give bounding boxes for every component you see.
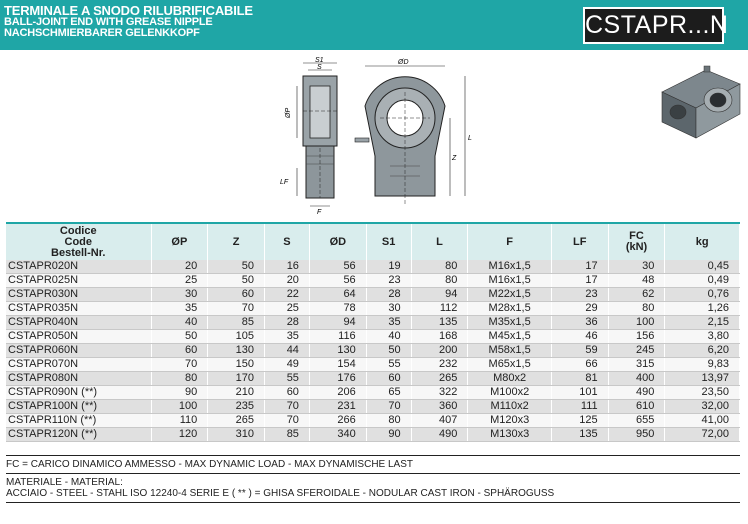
cell-code: CSTAPR090N (**) [6, 386, 151, 400]
cell-z: 310 [208, 428, 265, 442]
label-l: L [468, 135, 472, 142]
cell-code: CSTAPR025N [6, 274, 151, 288]
header-codice-en: Code [64, 235, 92, 248]
cell-kg: 6,20 [665, 344, 740, 358]
cell-p: 25 [151, 274, 208, 288]
table-row [6, 260, 740, 274]
cell-z: 210 [208, 386, 265, 400]
header-fc-label: FC [629, 230, 644, 242]
cell-s1: 80 [366, 414, 411, 428]
cell-z: 85 [208, 316, 265, 330]
cell-kg: 2,15 [665, 316, 740, 330]
table-row [6, 330, 740, 344]
cell-code: CSTAPR040N [6, 316, 151, 330]
cell-kg: 32,00 [665, 400, 740, 414]
cell-s: 70 [265, 414, 310, 428]
cell-z: 265 [208, 414, 265, 428]
cell-fc: 950 [608, 428, 665, 442]
cell-d: 340 [309, 428, 366, 442]
cell-lf: 46 [551, 330, 608, 344]
cell-code: CSTAPR030N [6, 288, 151, 302]
cell-s: 44 [265, 344, 310, 358]
cell-l: 200 [411, 344, 468, 358]
cell-fc: 245 [608, 344, 665, 358]
header-lf: LF [551, 224, 608, 260]
cell-kg: 1,26 [665, 302, 740, 316]
cell-z: 130 [208, 344, 265, 358]
cell-p: 110 [151, 414, 208, 428]
cell-s: 20 [265, 274, 310, 288]
cell-lf: 101 [551, 386, 608, 400]
cell-d: 176 [309, 372, 366, 386]
cell-lf: 17 [551, 274, 608, 288]
cell-s: 16 [265, 260, 310, 274]
material-text: ACCIAIO - STEEL - STAHL ISO 12240-4 SERIE E ( ** ) = GHISA SFEROIDALE - NODULAR CAST IRON - SPHÄROGUSS [6, 488, 740, 503]
cell-s1: 30 [366, 302, 411, 316]
cell-fc: 156 [608, 330, 665, 344]
cell-s: 49 [265, 358, 310, 372]
cell-s1: 65 [366, 386, 411, 400]
notes-section [6, 455, 740, 503]
cell-l: 135 [411, 316, 468, 330]
cell-d: 56 [309, 274, 366, 288]
cell-kg: 23,50 [665, 386, 740, 400]
header-fc [608, 224, 665, 260]
cell-lf: 135 [551, 428, 608, 442]
cell-lf: 29 [551, 302, 608, 316]
cell-p: 20 [151, 260, 208, 274]
label-f: F [317, 209, 322, 216]
cell-f: M120x3 [468, 414, 552, 428]
cell-lf: 23 [551, 288, 608, 302]
label-s: S [317, 64, 322, 71]
cell-f: M65x1,5 [468, 358, 552, 372]
cell-lf: 36 [551, 316, 608, 330]
cell-kg: 3,80 [665, 330, 740, 344]
product-image [658, 62, 742, 142]
header-codice-de: Bestell-Nr. [51, 246, 106, 259]
cell-s1: 90 [366, 428, 411, 442]
header-banner [0, 0, 748, 50]
cell-code: CSTAPR100N (**) [6, 400, 151, 414]
label-d: ØD [398, 59, 409, 66]
cell-s1: 70 [366, 400, 411, 414]
cell-p: 70 [151, 358, 208, 372]
header-s: S [265, 224, 310, 260]
header-fc-unit: (kN) [625, 241, 648, 253]
cell-s1: 50 [366, 344, 411, 358]
table-row [6, 428, 740, 442]
label-z: Z [452, 155, 457, 162]
cell-f: M45x1,5 [468, 330, 552, 344]
cell-lf: 66 [551, 358, 608, 372]
table-row [6, 344, 740, 358]
header-s1: S1 [366, 224, 411, 260]
cell-s1: 60 [366, 372, 411, 386]
cell-s: 35 [265, 330, 310, 344]
cell-fc: 315 [608, 358, 665, 372]
cell-f: M80x2 [468, 372, 552, 386]
cell-p: 120 [151, 428, 208, 442]
table-row [6, 274, 740, 288]
cell-lf: 17 [551, 260, 608, 274]
front-view [355, 59, 472, 206]
cell-d: 56 [309, 260, 366, 274]
cell-kg: 0,76 [665, 288, 740, 302]
cell-p: 50 [151, 330, 208, 344]
cell-z: 235 [208, 400, 265, 414]
header-titles [4, 4, 253, 39]
cell-d: 154 [309, 358, 366, 372]
cell-s: 55 [265, 372, 310, 386]
cell-kg: 0,49 [665, 274, 740, 288]
cell-p: 35 [151, 302, 208, 316]
cell-d: 130 [309, 344, 366, 358]
side-view [280, 57, 337, 216]
header-d: ØD [309, 224, 366, 260]
cell-fc: 655 [608, 414, 665, 428]
cell-p: 80 [151, 372, 208, 386]
cell-l: 322 [411, 386, 468, 400]
cell-l: 232 [411, 358, 468, 372]
cell-fc: 48 [608, 274, 665, 288]
cell-d: 206 [309, 386, 366, 400]
cell-lf: 59 [551, 344, 608, 358]
cell-lf: 125 [551, 414, 608, 428]
cell-lf: 81 [551, 372, 608, 386]
cell-z: 170 [208, 372, 265, 386]
label-lf: LF [280, 179, 289, 186]
cell-l: 94 [411, 288, 468, 302]
cell-lf: 111 [551, 400, 608, 414]
header-f: F [468, 224, 552, 260]
title-german: NACHSCHMIERBARER GELENKKOPF [4, 27, 200, 39]
table-row [6, 288, 740, 302]
cell-l: 265 [411, 372, 468, 386]
table-row [6, 400, 740, 414]
header-p: ØP [151, 224, 208, 260]
cell-f: M100x2 [468, 386, 552, 400]
cell-l: 360 [411, 400, 468, 414]
cell-p: 30 [151, 288, 208, 302]
cell-p: 40 [151, 316, 208, 330]
cell-z: 50 [208, 274, 265, 288]
cell-code: CSTAPR070N [6, 358, 151, 372]
cell-kg: 13,97 [665, 372, 740, 386]
cell-f: M28x1,5 [468, 302, 552, 316]
cell-code: CSTAPR080N [6, 372, 151, 386]
cell-z: 50 [208, 260, 265, 274]
table-row [6, 372, 740, 386]
cell-l: 80 [411, 274, 468, 288]
table-body [6, 260, 740, 442]
cell-fc: 400 [608, 372, 665, 386]
cell-s: 70 [265, 400, 310, 414]
cell-z: 150 [208, 358, 265, 372]
cell-kg: 72,00 [665, 428, 740, 442]
fc-note: FC = CARICO DINAMICO AMMESSO - MAX DYNAMIC LOAD - MAX DYNAMISCHE LAST [6, 455, 740, 474]
header-codice [6, 224, 151, 260]
header-l: L [411, 224, 468, 260]
cell-kg: 9,83 [665, 358, 740, 372]
header-codice-it: Codice [59, 224, 97, 237]
cell-fc: 62 [608, 288, 665, 302]
cell-d: 94 [309, 316, 366, 330]
technical-drawing [270, 56, 480, 216]
material-title: MATERIALE - MATERIAL: [6, 477, 123, 488]
cell-code: CSTAPR060N [6, 344, 151, 358]
cell-code: CSTAPR020N [6, 260, 151, 274]
cell-fc: 80 [608, 302, 665, 316]
cell-z: 70 [208, 302, 265, 316]
cell-l: 407 [411, 414, 468, 428]
table-row [6, 414, 740, 428]
table-row [6, 386, 740, 400]
cell-kg: 41,00 [665, 414, 740, 428]
cell-p: 90 [151, 386, 208, 400]
cell-s: 25 [265, 302, 310, 316]
table-row [6, 358, 740, 372]
cell-f: M35x1,5 [468, 316, 552, 330]
cell-kg: 0,45 [665, 260, 740, 274]
title-italian: TERMINALE A SNODO RILUBRIFICABILE [4, 3, 253, 18]
cell-d: 231 [309, 400, 366, 414]
cell-l: 490 [411, 428, 468, 442]
cell-f: M16x1,5 [468, 274, 552, 288]
cell-code: CSTAPR110N (**) [6, 414, 151, 428]
cell-p: 60 [151, 344, 208, 358]
table-row [6, 302, 740, 316]
cell-z: 60 [208, 288, 265, 302]
cell-f: M110x2 [468, 400, 552, 414]
cell-s1: 55 [366, 358, 411, 372]
title-english: BALL-JOINT END WITH GREASE NIPPLE [4, 16, 213, 28]
cell-f: M22x1,5 [468, 288, 552, 302]
cell-s: 85 [265, 428, 310, 442]
table-row [6, 316, 740, 330]
cell-f: M58x1,5 [468, 344, 552, 358]
cell-s1: 19 [366, 260, 411, 274]
cell-s1: 35 [366, 316, 411, 330]
cell-l: 80 [411, 260, 468, 274]
cell-p: 100 [151, 400, 208, 414]
table-header-row [6, 224, 740, 260]
cell-s: 22 [265, 288, 310, 302]
product-code: CSTAPR...N [583, 7, 724, 44]
cell-l: 168 [411, 330, 468, 344]
cell-l: 112 [411, 302, 468, 316]
cell-fc: 610 [608, 400, 665, 414]
header-z: Z [208, 224, 265, 260]
cell-s1: 40 [366, 330, 411, 344]
cell-fc: 30 [608, 260, 665, 274]
specification-table [6, 224, 740, 442]
cell-s: 60 [265, 386, 310, 400]
cell-s1: 28 [366, 288, 411, 302]
cell-d: 64 [309, 288, 366, 302]
cell-code: CSTAPR050N [6, 330, 151, 344]
label-s1: S1 [315, 57, 324, 64]
cell-z: 105 [208, 330, 265, 344]
header-kg: kg [665, 224, 740, 260]
label-p: ØP [285, 107, 292, 118]
cell-f: M130x3 [468, 428, 552, 442]
cell-code: CSTAPR035N [6, 302, 151, 316]
cell-s1: 23 [366, 274, 411, 288]
cell-s: 28 [265, 316, 310, 330]
cell-fc: 490 [608, 386, 665, 400]
cell-d: 266 [309, 414, 366, 428]
cell-code: CSTAPR120N (**) [6, 428, 151, 442]
cell-f: M16x1,5 [468, 260, 552, 274]
cell-d: 116 [309, 330, 366, 344]
cell-d: 78 [309, 302, 366, 316]
cell-fc: 100 [608, 316, 665, 330]
